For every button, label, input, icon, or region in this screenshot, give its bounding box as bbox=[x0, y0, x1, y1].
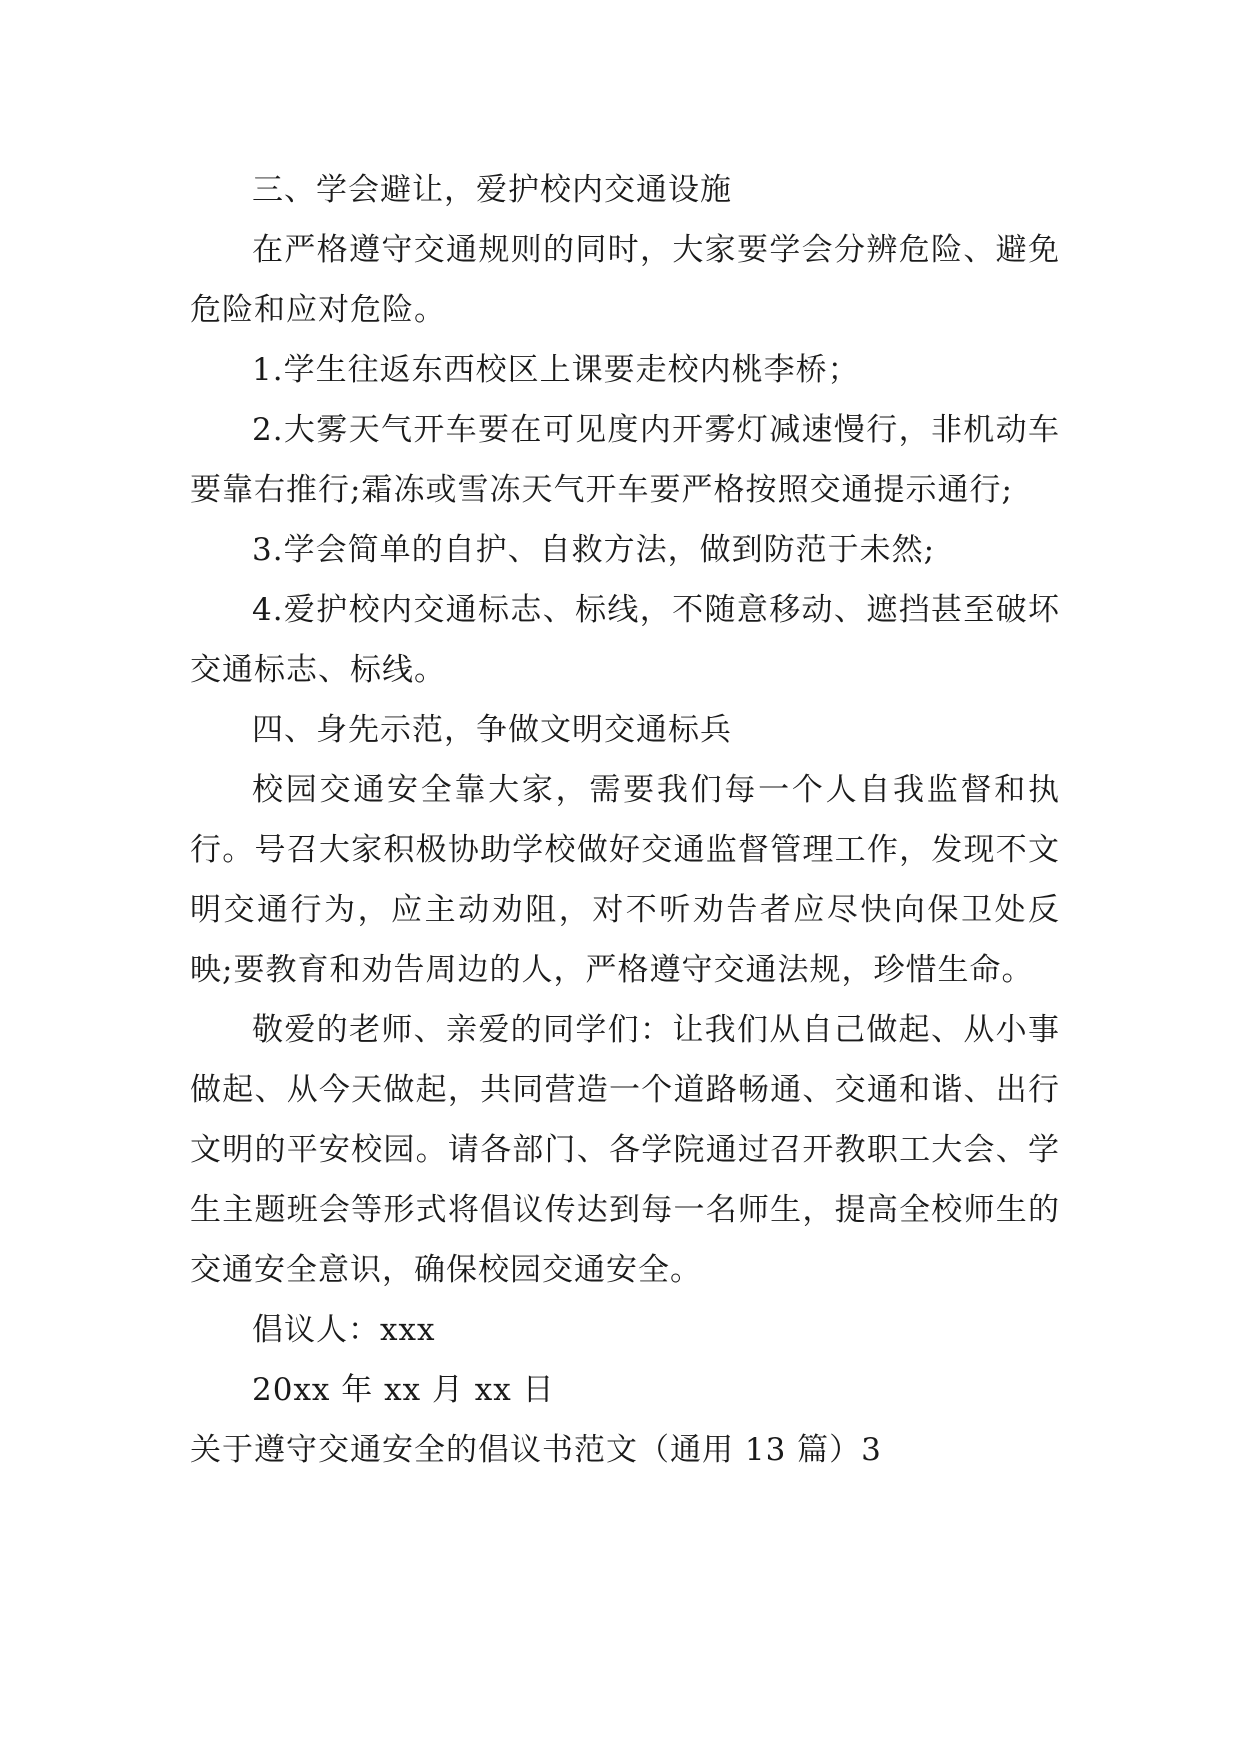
signer-line: 倡议人：xxx bbox=[252, 1312, 436, 1348]
list-item-3: 3.学会简单的自护、自救方法，做到防范于未然; bbox=[252, 532, 936, 568]
section-3-intro: 在严格遵守交通规则的同时，大家要学会分辨危险、避免危险和应对危险。 bbox=[190, 232, 1060, 328]
list-item-4: 4.爱护校内交通标志、标线，不随意移动、遮挡甚至破坏交通标志、标线。 bbox=[190, 592, 1060, 688]
list-item-2: 2.大雾天气开车要在可见度内开雾灯减速慢行，非机动车要靠右推行;霜冻或雪冻天气开车要严格按照交通提示通行; bbox=[190, 412, 1060, 508]
closing-paragraph: 敬爱的老师、亲爱的同学们：让我们从自己做起、从小事做起、从今天做起，共同营造一个道路畅通、交通和谐、出行文明的平安校园。请各部门、各学院通过召开教职工大会、学生主题班会等形式将倡议传达到每一名师生，提高全校师生的交通安全意识，确保校园交通安全。 bbox=[190, 1012, 1060, 1288]
section-heading-4: 四、身先示范，争做文明交通标兵 bbox=[252, 712, 732, 748]
next-article-title: 关于遵守交通安全的倡议书范文（通用 13 篇）3 bbox=[190, 1432, 882, 1468]
section-heading-3: 三、学会避让，爱护校内交通设施 bbox=[252, 172, 732, 208]
section-4-body: 校园交通安全靠大家，需要我们每一个人自我监督和执行。号召大家积极协助学校做好交通监督管理工作，发现不文明交通行为，应主动劝阻，对不听劝告者应尽快向保卫处反映;要教育和劝告周边的人，严格遵守交通法规，珍惜生命。 bbox=[190, 772, 1060, 988]
document-body bbox=[190, 160, 1060, 1480]
date-line: 20xx 年 xx 月 xx 日 bbox=[252, 1372, 555, 1408]
list-item-1: 1.学生往返东西校区上课要走校内桃李桥； bbox=[252, 352, 860, 388]
